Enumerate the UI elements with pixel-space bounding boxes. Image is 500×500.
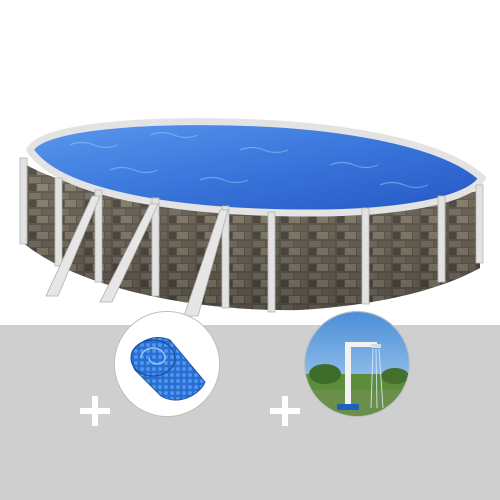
solar-cover-image <box>115 312 219 416</box>
plus-icon <box>80 396 110 426</box>
gray-background-band <box>0 325 500 500</box>
plus-icon <box>270 396 300 426</box>
pool-shower-image <box>305 312 409 416</box>
shower-icon <box>305 312 409 416</box>
bubble-cover-icon <box>115 312 219 416</box>
